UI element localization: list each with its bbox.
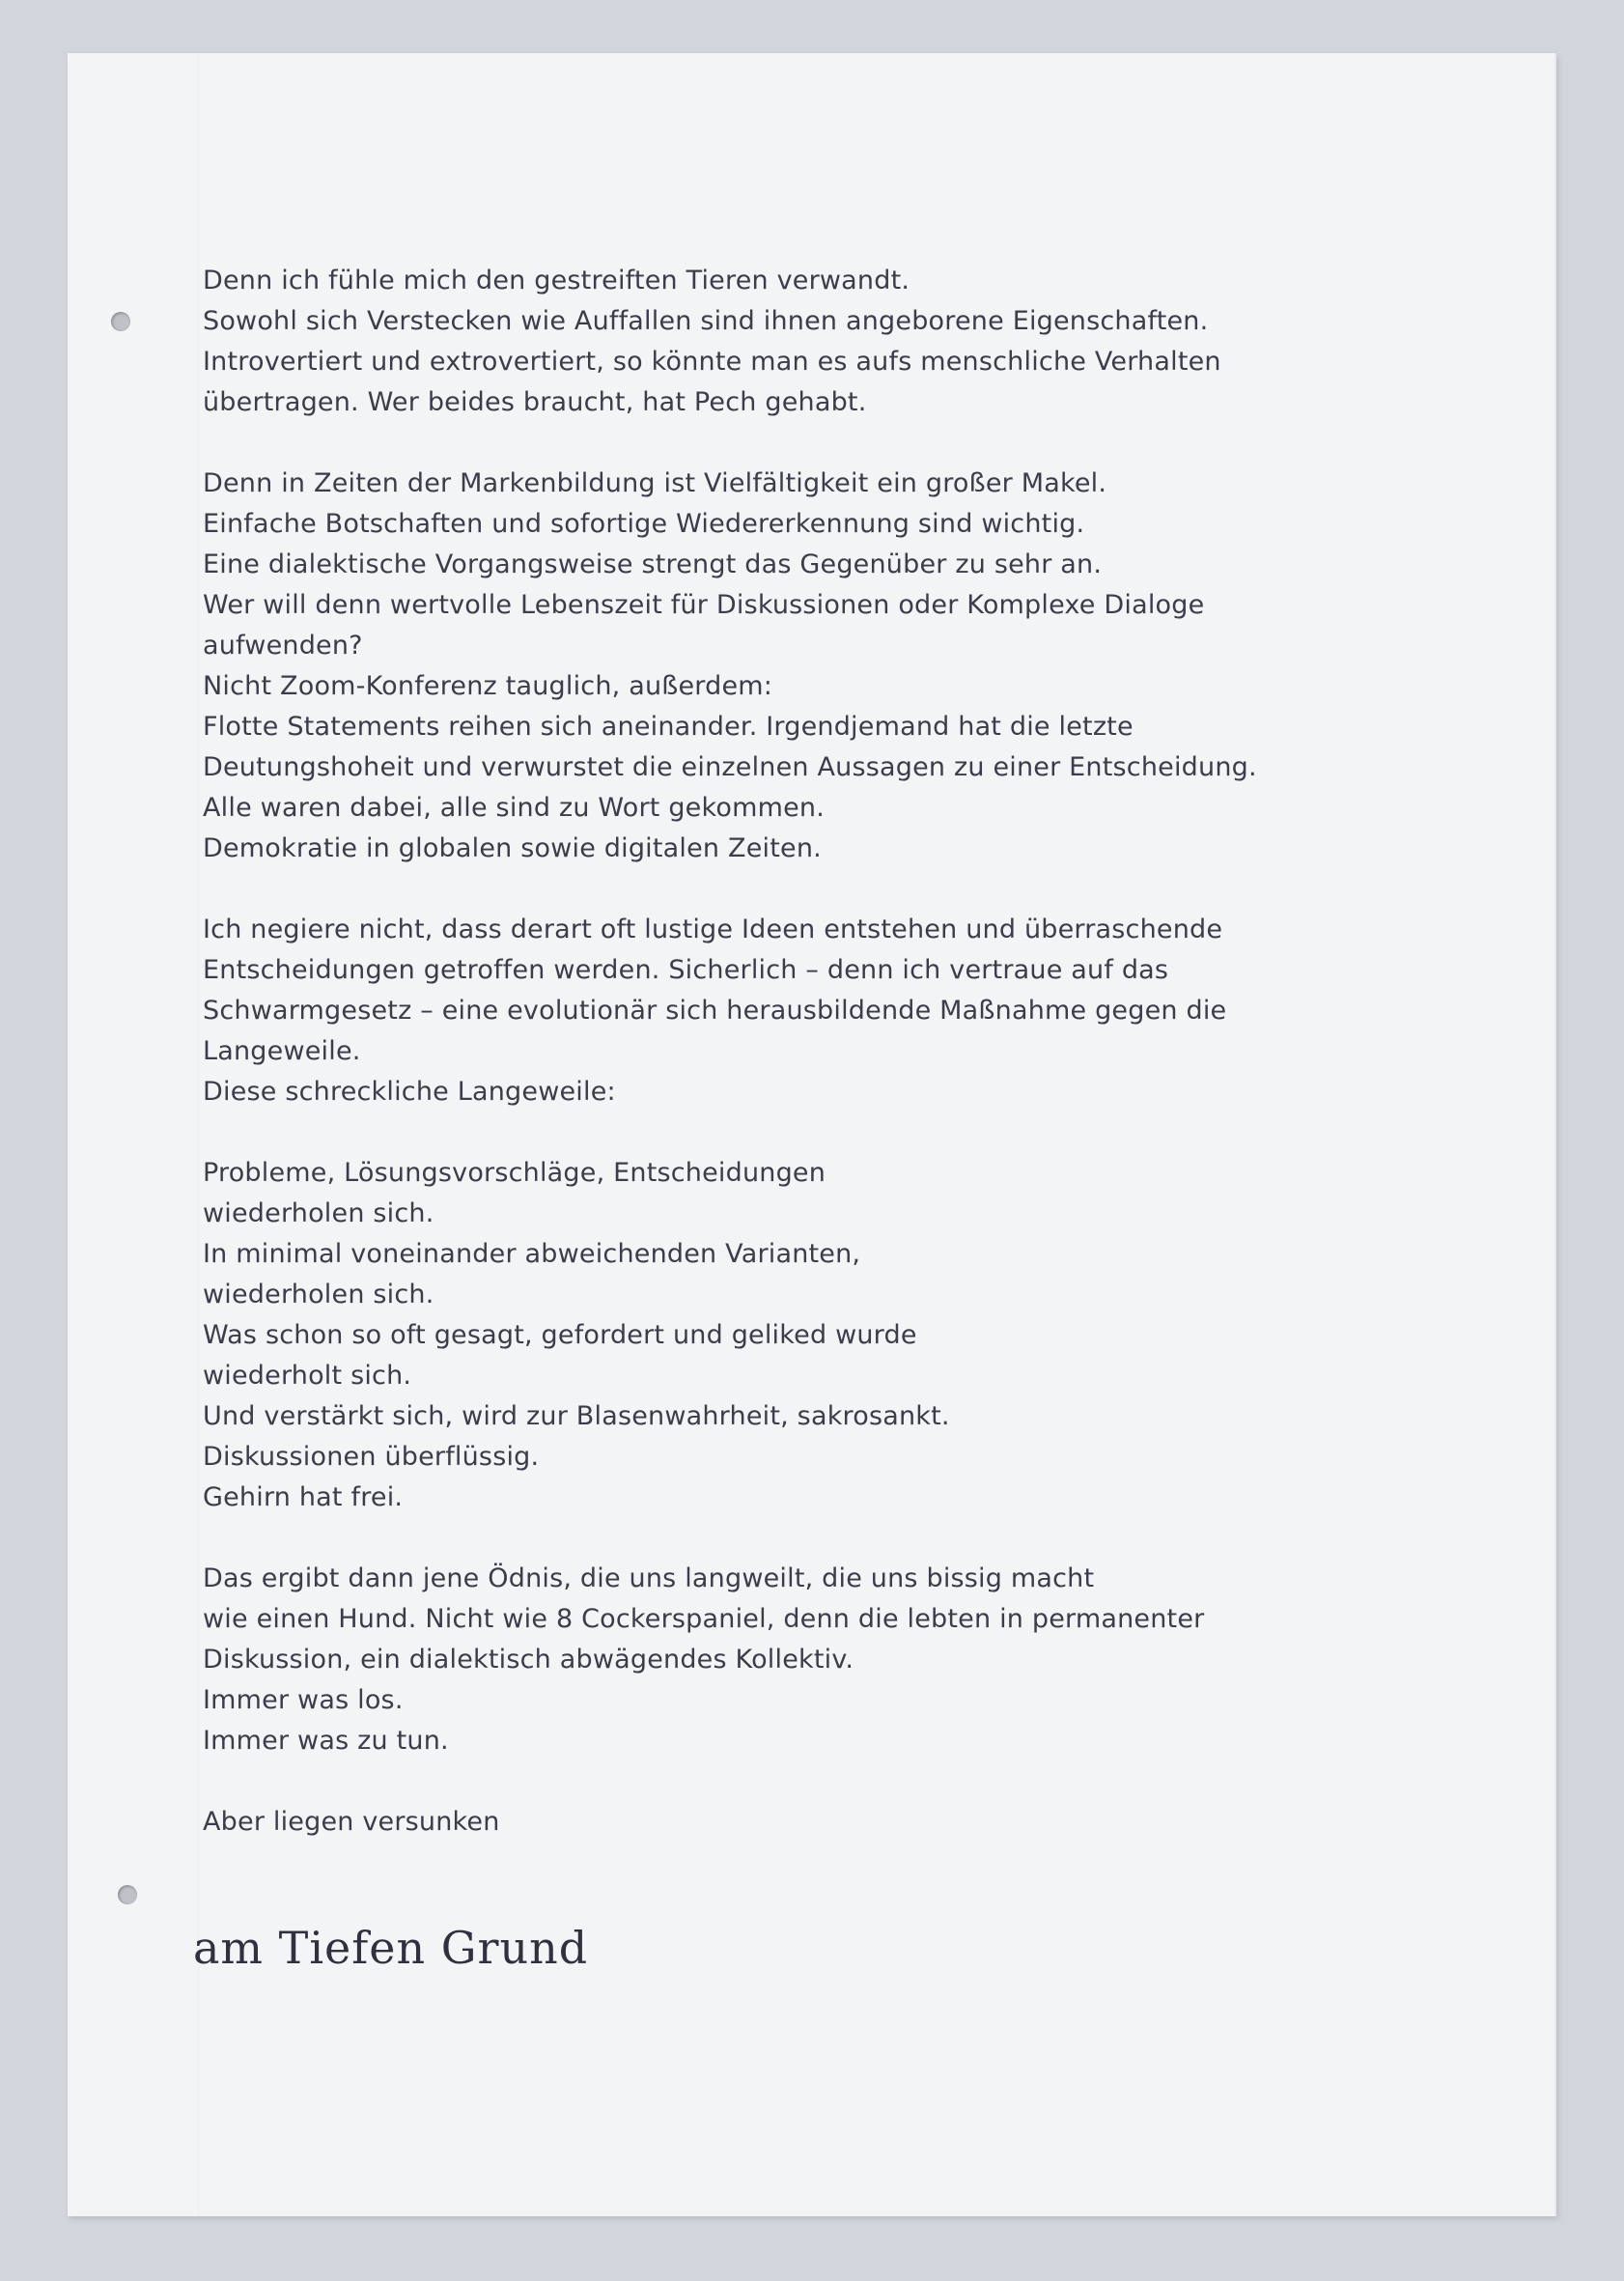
paragraph [203,1802,1390,1843]
closing-line: am Tiefen Grund [193,1922,589,1974]
text-line: Diskussion, ein dialektisch abwägendes Kollektiv. [203,1645,854,1675]
handwritten-text [203,261,1390,1883]
text-line: Immer was zu tun. [203,1726,449,1756]
paragraph [203,910,1390,1112]
text-line: Eine dialektische Vorgangsweise strengt das Gegenüber zu sehr an. [203,549,1103,579]
paragraph [203,261,1390,423]
text-line: Introvertiert und extrovertiert, so könnte man es aufs menschliche Verhalten [203,347,1221,377]
text-line: Das ergibt dann jene Ödnis, die uns langweilt, die uns bissig macht [203,1563,1095,1593]
text-line: Und verstärkt sich, wird zur Blasenwahrheit, sakrosankt. [203,1401,950,1431]
text-line: wiederholt sich. [203,1361,412,1391]
text-line: In minimal voneinander abweichenden Varianten, [203,1239,861,1269]
text-line: Demokratie in globalen sowie digitalen Zeiten. [203,833,822,863]
text-line: Aber liegen versunken [203,1807,500,1837]
text-line: Nicht Zoom-Konferenz tauglich, außerdem: [203,671,773,701]
text-line: Diese schreckliche Langeweile: [203,1077,616,1107]
text-line: Diskussionen überflüssig. [203,1442,540,1472]
text-line: Immer was los. [203,1685,404,1715]
text-line: Alle waren dabei, alle sind zu Wort gekommen. [203,793,825,823]
text-line: aufwenden? [203,631,363,661]
text-line: übertragen. Wer beides braucht, hat Pech gehabt. [203,387,867,417]
paragraph [203,464,1390,869]
paragraph [203,1559,1390,1761]
punch-hole-top [111,312,130,331]
text-line: wie einen Hund. Nicht wie 8 Cockerspaniel, denn die lebten in permanenter [203,1604,1205,1634]
text-line: Gehirn hat frei. [203,1482,404,1512]
text-line: Deutungshoheit und verwurstet die einzelnen Aussagen zu einer Entscheidung. [203,752,1257,782]
text-line: Sowohl sich Verstecken wie Auffallen sind ihnen angeborene Eigenschaften. [203,306,1209,336]
text-line: Wer will denn wertvolle Lebenszeit für Diskussionen oder Komplexe Dialoge [203,590,1205,620]
paragraph [203,1153,1390,1518]
text-line: Schwarmgesetz – eine evolutionär sich herausbildende Maßnahme gegen die [203,996,1227,1026]
text-line: Denn in Zeiten der Markenbildung ist Vielfältigkeit ein großer Makel. [203,468,1107,498]
text-line: Denn ich fühle mich den gestreiften Tieren verwandt. [203,266,910,296]
text-line: Was schon so oft gesagt, gefordert und geliked wurde [203,1320,917,1350]
text-line: wiederholen sich. [203,1198,434,1228]
text-line: Probleme, Lösungsvorschläge, Entscheidungen [203,1158,826,1188]
text-line: Langeweile. [203,1036,361,1066]
punch-hole-bottom [118,1885,137,1904]
text-line: Ich negiere nicht, dass derart oft lustige Ideen entstehen und überraschende [203,915,1223,944]
text-line: Entscheidungen getroffen werden. Sicherlich – denn ich vertraue auf das [203,955,1169,985]
text-line: wiederholen sich. [203,1280,434,1309]
text-line: Flotte Statements reihen sich aneinander. Irgendjemand hat die letzte [203,712,1134,742]
fold-line [198,53,199,2216]
text-line: Einfache Botschaften und sofortige Wiedererkennung sind wichtig. [203,509,1085,539]
